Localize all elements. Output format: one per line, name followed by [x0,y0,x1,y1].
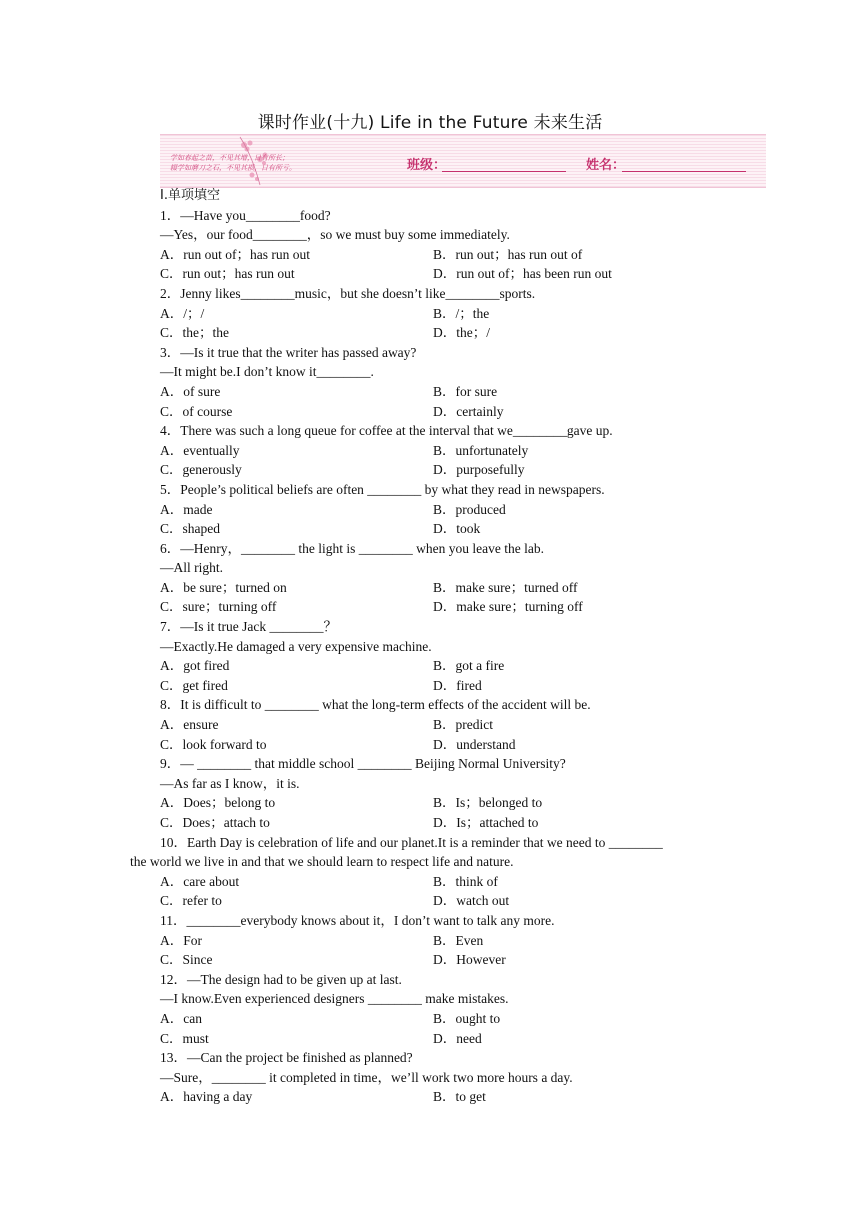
question-stem: 10．Earth Day is celebration of life and our planet.It is a reminder that we need to ________ [160,834,663,850]
option-d: D．the；/ [433,325,490,341]
option-a: A．For [160,932,203,948]
name-field-line [622,171,746,172]
option-c: C．of course [160,403,233,419]
question-4 [160,421,780,480]
question-stem: 2．Jenny likes________music，but she doesn’t like________sports. [160,285,536,301]
option-b: B．for sure [433,383,498,399]
question-stem: 11．________everybody knows about it，I don’t want to talk any more. [160,912,555,928]
question-6 [160,539,780,617]
question-stem: 12．—The design had to be given up at last. [160,971,402,987]
option-d: D．need [433,1030,482,1046]
option-b: B．unfortunately [433,442,529,458]
option-a: A．got fired [160,658,230,674]
question-5 [160,480,780,539]
question-stem: 8．It is difficult to ________ what the long-term effects of the accident will be. [160,697,591,713]
question-3 [160,343,780,421]
option-c: C．the；the [160,325,229,341]
option-d: D．However [433,952,506,968]
option-d: D．took [433,521,481,537]
option-a: A．/；/ [160,305,205,321]
option-c: C．Since [160,952,213,968]
option-c: C．shaped [160,521,220,537]
question-stem: —Yes，our food________，so we must buy some immediately. [160,227,510,243]
question-stem-continued: the world we live in and that we should learn to respect life and nature. [130,854,514,870]
question-2 [160,284,780,343]
question-stem: 1．—Have you________food? [160,207,331,223]
question-stem: —All right. [160,560,223,576]
question-stem: 3．—Is it true that the writer has passed away? [160,344,417,360]
option-b: B．to get [433,1089,486,1105]
question-stem: 6．—Henry，________ the light is ________ when you leave the lab. [160,540,544,556]
question-12 [160,970,780,1048]
option-d: D．fired [433,677,482,693]
option-b: B．predict [433,717,493,733]
question-stem: 7．—Is it true Jack ________？ [160,619,337,635]
option-b: B．make sure；turned off [433,579,578,595]
option-c: C．refer to [160,893,222,909]
option-b: B．produced [433,501,506,517]
option-a: A．of sure [160,383,221,399]
option-a: A．having a day [160,1089,253,1105]
question-7 [160,617,780,695]
question-stem: —As far as I know，it is. [160,775,300,791]
option-b: B．Even [433,932,484,948]
class-field-line [442,171,566,172]
name-label: 姓名： [586,158,626,173]
option-c: C．must [160,1030,209,1046]
option-b: B．ought to [433,1010,501,1026]
class-label: 班级： [407,158,447,173]
option-d: D．run out of；has been run out [433,266,612,282]
option-c: C．sure；turning off [160,599,277,615]
option-a: A．care about [160,873,240,889]
question-1 [160,206,780,284]
option-b: B．got a fire [433,658,505,674]
question-9 [160,754,780,832]
question-stem: —Exactly.He damaged a very expensive machine. [160,638,432,654]
option-a: A．Does；belong to [160,795,276,811]
question-8 [160,695,780,754]
header-banner [160,134,766,188]
option-d: D．purposefully [433,462,525,478]
question-stem: —It might be.I don’t know it________. [160,364,374,380]
page-title: 课时作业(十九) Life in the Future 未来生活 [257,113,603,133]
option-d: D．watch out [433,893,510,909]
option-a: A．run out of；has run out [160,246,310,262]
option-c: C．generously [160,462,242,478]
option-d: D．understand [433,736,516,752]
option-b: B．Is；belonged to [433,795,543,811]
question-13 [160,1048,780,1107]
option-b: B．think of [433,873,498,889]
exercise-content [130,186,780,1107]
question-stem: —Sure，________ it completed in time，we’ll work two more hours a day. [160,1069,573,1085]
option-b: B．/；the [433,305,490,321]
option-c: C．look forward to [160,736,267,752]
option-c: C．Does；attach to [160,815,270,830]
option-d: D．make sure；turning off [433,599,583,615]
option-c: C．run out；has run out [160,266,295,282]
option-d: D．certainly [433,403,504,419]
option-a: A．ensure [160,717,219,733]
question-stem: —I know.Even experienced designers ________ make mistakes. [160,991,509,1007]
question-stem: 4．There was such a long queue for coffee at the interval that we________gave up. [160,423,613,439]
option-c: C．get fired [160,677,228,693]
option-b: B．run out；has run out of [433,246,583,262]
question-11 [160,911,780,970]
option-a: A．eventually [160,442,240,458]
option-a: A．made [160,501,213,517]
option-a: A．be sure；turned on [160,579,287,595]
option-d: D．Is；attached to [433,815,539,830]
question-stem: 5．People’s political beliefs are often ________ by what they read in newspapers. [160,481,605,497]
motto: 学如春起之苗，不见其增，日有所长； 辍学如磨刀之石，不见其损，日有所亏。 [170,154,296,172]
section-title: Ⅰ.单项填空 [160,188,220,203]
option-a: A．can [160,1010,202,1026]
question-stem: 13．—Can the project be finished as planned? [160,1050,413,1066]
question-10 [130,833,780,911]
question-stem: 9．— ________ that middle school ________ Beijing Normal University? [160,756,566,772]
